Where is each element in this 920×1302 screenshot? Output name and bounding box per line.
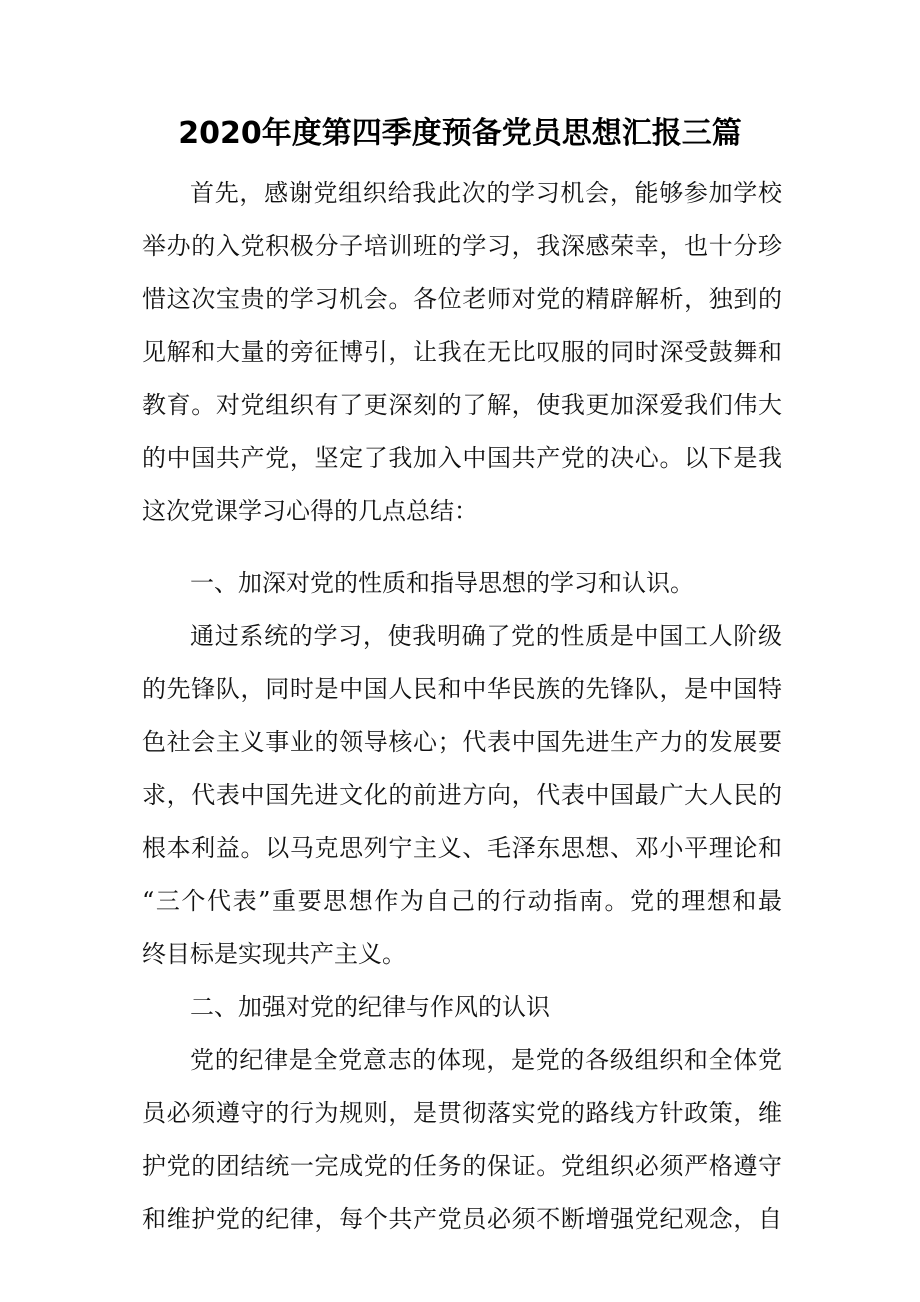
paragraph-line: 教育。对党组织有了更深刻的了解，使我更加深爱我们伟大 [142, 391, 782, 419]
paragraph-line: 求，代表中国先进文化的前进方向，代表中国最广大人民的 [142, 781, 782, 809]
paragraph-line: 首先，感谢党组织给我此次的学习机会，能够参加学校 [190, 179, 782, 207]
paragraph-line: 和维护党的纪律，每个共产党员必须不断增强党纪观念，自 [142, 1205, 782, 1233]
paragraph-line: 惜这次宝贵的学习机会。各位老师对党的精辟解析，独到的 [142, 285, 782, 313]
section-heading: 一、加深对党的性质和指导思想的学习和认识。 [190, 569, 694, 597]
paragraph-line: 通过系统的学习，使我明确了党的性质是中国工人阶级 [190, 622, 782, 650]
paragraph-line: 党的纪律是全党意志的体现，是党的各级组织和全体党 [190, 1046, 782, 1074]
paragraph-line: “三个代表”重要思想作为自己的行动指南。党的理想和最 [142, 887, 782, 915]
paragraph-line: 护党的团结统一完成党的任务的保证。党组织必须严格遵守 [142, 1152, 782, 1180]
document-title: 2020年度第四季度预备党员思想汇报三篇 [178, 116, 742, 151]
section-heading: 二、加强对党的纪律与作风的认识 [190, 993, 550, 1021]
paragraph-line: 的先锋队，同时是中国人民和中华民族的先锋队，是中国特 [142, 675, 782, 703]
paragraph-line: 见解和大量的旁征博引，让我在无比叹服的同时深受鼓舞和 [142, 338, 782, 366]
paragraph-line: 这次党课学习心得的几点总结： [142, 497, 478, 525]
paragraph-line: 的中国共产党，坚定了我加入中国共产党的决心。以下是我 [142, 444, 782, 472]
paragraph-line: 色社会主义事业的领导核心；代表中国先进生产力的发展要 [142, 728, 782, 756]
paragraph-line: 终目标是实现共产主义。 [142, 940, 406, 968]
paragraph-line: 根本利益。以马克思列宁主义、毛泽东思想、邓小平理论和 [142, 834, 782, 862]
paragraph-line: 员必须遵守的行为规则，是贯彻落实党的路线方针政策，维 [142, 1099, 782, 1127]
paragraph-line: 举办的入党积极分子培训班的学习，我深感荣幸，也十分珍 [142, 232, 782, 260]
